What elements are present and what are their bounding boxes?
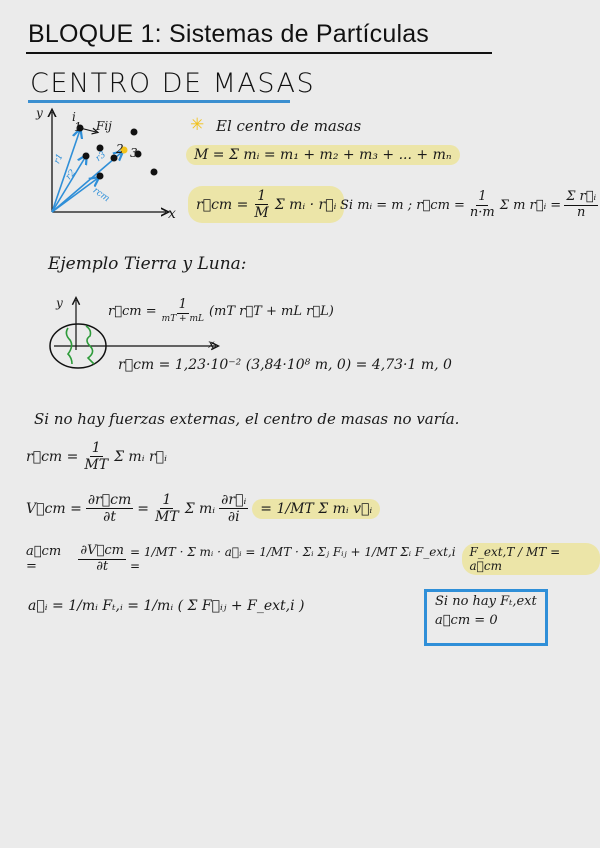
earth-land: [86, 326, 94, 364]
average-numerator: Σ r⃗ᵢ: [566, 189, 597, 204]
y-axis-label: y: [36, 106, 43, 120]
earth-moon-lhs: r⃗cm =: [108, 303, 157, 319]
rcm-mt-denominator: MT: [84, 457, 109, 474]
rcm-mt-formula: [26, 440, 167, 473]
acm-lhs: a⃗cm =: [26, 544, 62, 574]
force-label: Fij: [96, 119, 112, 133]
conclusion-line-2: a⃗cm = 0: [435, 613, 498, 628]
vcm-derivative: [86, 492, 133, 525]
rcm-fraction: [252, 188, 270, 221]
equal-mass-numerator: 1: [478, 189, 487, 204]
acm-derivative-denominator: ∂t: [96, 558, 109, 574]
particle-dot: [151, 169, 158, 176]
equal-mass-fraction: [468, 190, 497, 221]
earth-moon-fraction: [160, 298, 206, 324]
particle-dot: [83, 153, 90, 160]
rcm-mt-numerator: 1: [91, 440, 101, 456]
vcm-formula: [26, 492, 380, 525]
particle-1-label: 1: [74, 120, 82, 134]
particle-2-label: 2: [116, 142, 124, 156]
rcm-denominator: M: [254, 205, 269, 222]
earth-moon-formula: [108, 298, 334, 324]
equal-mass-sum: Σ m r⃗ᵢ =: [499, 197, 562, 213]
example-title: Ejemplo Tierra y Luna:: [48, 254, 247, 274]
x-axis-label: x: [168, 206, 176, 222]
equal-mass-denominator: n·m: [469, 204, 495, 220]
average-denominator: n: [577, 204, 586, 220]
acm-formula: [26, 543, 600, 575]
acm-highlight: F_ext,T / MT = a⃗cm: [462, 543, 600, 575]
section-title: CENTRO DE MASAS: [30, 68, 316, 99]
rcm-formula: [188, 186, 344, 223]
vcm-highlight: = 1/MT Σ mᵢ v⃗ᵢ: [252, 499, 380, 519]
vector-rcm: [52, 178, 98, 212]
acm-derivative: [78, 544, 126, 575]
acm-derivative-numerator: ∂V⃗cm: [80, 542, 124, 558]
vcm-equals: =: [137, 500, 149, 517]
earth-moon-rhs: (mT r⃗T + mL r⃗L): [208, 303, 334, 319]
note-center-of-mass: El centro de masas: [216, 117, 362, 135]
vcm-fraction: [153, 492, 181, 525]
particle-dot: [97, 173, 104, 180]
rcm-numerator: 1: [257, 188, 267, 204]
equal-mass-prefix: Si mᵢ = m ; r⃗cm =: [340, 197, 465, 213]
title-underline: [26, 52, 492, 54]
equal-mass-formula: [340, 190, 598, 221]
earth-moon-numerator: 1: [178, 297, 187, 312]
rcm-sum: Σ mᵢ · r⃗ᵢ: [274, 196, 337, 213]
example-x-label: x: [208, 337, 215, 351]
rcm-mt-lhs: r⃗cm =: [26, 448, 79, 465]
particle-3-label: 3: [130, 146, 138, 160]
page-title: BLOQUE 1: Sistemas de Partículas: [28, 20, 430, 48]
vector-r3-label: r3: [93, 149, 109, 165]
vcm-derivative-denominator: ∂t: [103, 509, 116, 526]
vector-rcm-label: rcm: [90, 185, 112, 205]
total-mass-formula: M = Σ mᵢ = m₁ + m₂ + m₃ + ... + mₙ: [186, 145, 460, 165]
vector-r1-label: r1: [52, 152, 66, 166]
vcm-partial: [219, 492, 248, 525]
particle-dot: [131, 129, 138, 136]
vector-r2-label: r2: [63, 167, 79, 183]
rcm-mt-fraction: [82, 440, 110, 473]
conclusion-line-1: Si no hay Fₜ,ext: [435, 594, 537, 609]
earth-moon-result: r⃗cm = 1,23·10⁻² (3,84·10⁸ m, 0) = 4,73·1 m, 0: [118, 357, 452, 373]
star-icon: ✳: [190, 115, 205, 135]
rcm-lhs: r⃗cm =: [196, 196, 249, 213]
section-underline: [28, 100, 290, 103]
average-fraction: [564, 190, 598, 221]
vcm-partial-numerator: ∂r⃗ᵢ: [221, 492, 247, 508]
vcm-lhs: V⃗cm =: [26, 500, 82, 517]
example-y-label: y: [56, 296, 63, 310]
vcm-numerator: 1: [162, 492, 172, 508]
vcm-derivative-numerator: ∂r⃗cm: [87, 492, 132, 508]
rcm-mt-sum: Σ mᵢ r⃗ᵢ: [114, 448, 167, 465]
acm-middle: = 1/MT · Σ mᵢ · a⃗ᵢ = 1/MT · Σᵢ Σⱼ Fᵢⱼ + 1/MT Σᵢ F_ext,i =: [129, 545, 456, 573]
vcm-partial-denominator: ∂i: [227, 509, 240, 526]
vcm-denominator: MT: [155, 509, 179, 526]
earth-moon-denominator: mT + mL: [161, 313, 204, 324]
conclusion-box: [424, 589, 548, 646]
no-external-forces-statement: Si no hay fuerzas externas, el centro de masas no varía.: [34, 410, 460, 428]
vcm-sum: Σ mᵢ: [184, 500, 216, 517]
particle-i-label: i: [72, 110, 76, 124]
ai-formula: a⃗ᵢ = 1/mᵢ Fₜ,ᵢ = 1/mᵢ ( Σ F⃗ᵢⱼ + F_ext,i ): [28, 598, 305, 614]
